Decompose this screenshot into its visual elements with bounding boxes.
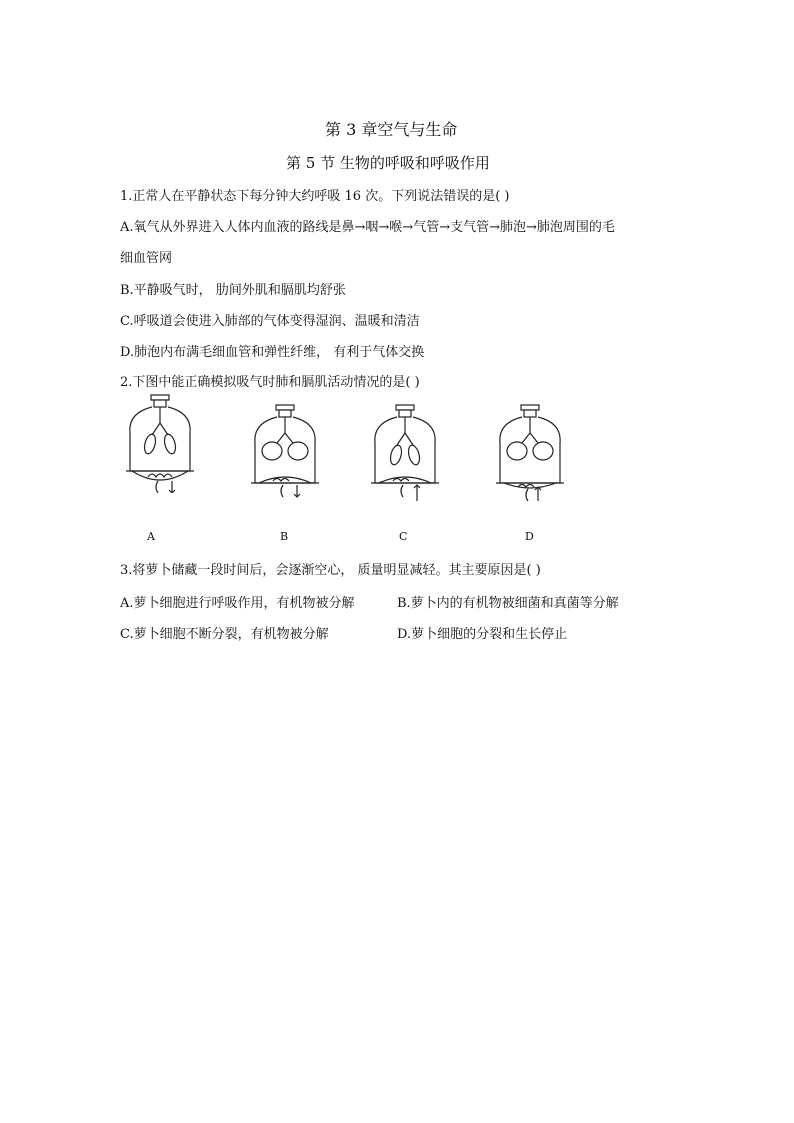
q3-stem: 3.将萝卜储藏一段时间后，会逐渐空心， 质量明显减轻。其主要原因是( ) [120,563,541,578]
figure-label-d: D [525,530,534,543]
bell-jar-model-d [492,403,568,503]
q1-option-a-line2: 细血管网 [120,251,173,266]
q3-option-a: A.萝卜细胞进行呼吸作用，有机物被分解 [120,596,355,611]
figure-label-a: A [147,530,155,543]
chapter-title: 第 3 章空气与生命 [325,120,458,139]
bell-jar-model-b [247,403,323,503]
q1-option-b: B.平静吸气时， 肋间外肌和膈肌均舒张 [120,283,346,298]
q3-option-c: C.萝卜细胞不断分裂，有机物被分解 [120,627,329,642]
q3-option-b: B.萝卜内的有机物被细菌和真菌等分解 [397,596,619,611]
section-title: 第 5 节 生物的呼吸和呼吸作用 [286,154,490,172]
q2-stem: 2.下图中能正确模拟吸气时肺和膈肌活动情况的是( ) [120,375,420,390]
q1-option-a-line1: A.氧气从外界进入人体内血液的路线是鼻→咽→喉→气管→支气管→肺泡→肺泡周围的毛 [120,220,615,235]
q1-stem: 1.正常人在平静状态下每分钟大约呼吸 16 次。下列说法错误的是( ) [120,189,510,204]
q1-option-c: C.呼吸道会使进入肺部的气体变得湿润、温暖和清洁 [120,314,420,329]
figure-label-c: C [399,530,408,543]
figure-label-b: B [280,530,289,543]
bell-jar-model-a [122,393,198,493]
q3-option-d: D.萝卜细胞的分裂和生长停止 [397,627,568,642]
q1-option-d: D.肺泡内布满毛细血管和弹性纤维， 有利于气体交换 [120,345,425,360]
bell-jar-model-c [367,403,443,503]
